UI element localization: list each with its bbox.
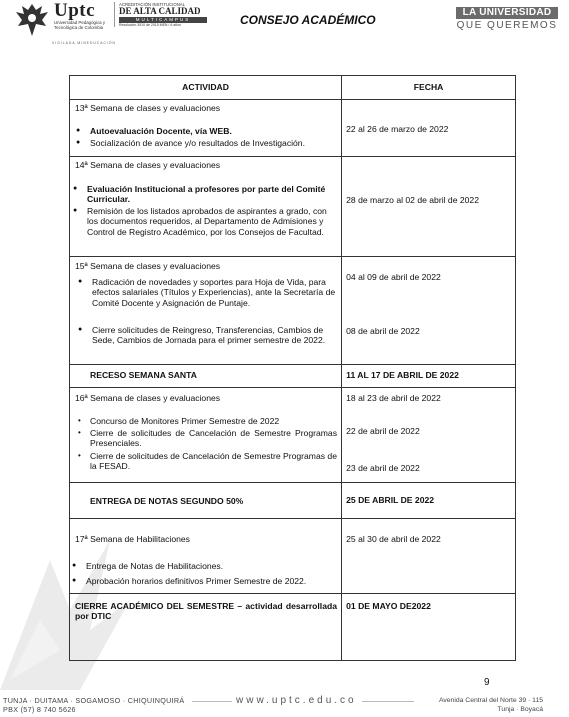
date-value: 22 al 26 de marzo de 2022 <box>346 124 449 134</box>
column-header-activity: ACTIVIDAD <box>70 76 342 100</box>
accreditation-line4: Resolución 3910 de 2015 MEN / 6 años <box>119 23 181 27</box>
activity-label: CIERRE ACADÉMICO DEL SEMESTRE – actividad desarrollada por DTIC <box>75 601 337 622</box>
week-label: 17ª Semana de Habilitaciones <box>75 534 190 544</box>
footer-address: Avenida Central del Norte 39 · 115 <box>438 697 543 704</box>
list-item: ● Aprobación horarios definitivos Primer Semestre de 2022. <box>86 576 306 586</box>
list-item: ● Socialización de avance y/o resultados de Investigación. <box>90 138 305 148</box>
list-item: ● Evaluación Institucional a profesores por parte del Comité Curricular. <box>87 184 327 205</box>
date-value: 22 de abril de 2022 <box>346 426 420 436</box>
accreditation-badge <box>114 2 207 27</box>
table-row <box>70 157 516 257</box>
date-value: 11 AL 17 DE ABRIL DE 2022 <box>346 370 459 380</box>
table-row <box>70 594 516 661</box>
date-value: 28 de marzo al 02 de abril de 2022 <box>346 195 479 205</box>
column-header-date: FECHA <box>342 76 516 100</box>
page-number: 9 <box>484 677 490 688</box>
list-item: • Cierre de solicitudes de Cancelación de Semestre Programas Presenciales. <box>90 428 337 449</box>
footer-right <box>439 696 543 714</box>
brand-subtitle: Universidad Pedagógica y Tecnológica de Colombia <box>54 20 106 30</box>
document-title: CONSEJO ACADÉMICO <box>240 13 376 27</box>
table-row <box>70 100 516 157</box>
page-header <box>0 0 569 45</box>
list-item: ● Remisión de los listados aprobados de aspirantes a grado, con los documentos requeridos, al Departamento de Admisiones y Control de Registro Académico, por los Consejos de Facultad. <box>87 206 335 237</box>
footer-divider <box>192 701 232 702</box>
activity-label: RECESO SEMANA SANTA <box>90 370 197 380</box>
date-value: 01 DE MAYO DE2022 <box>346 601 431 611</box>
footer-left <box>3 696 184 714</box>
table-row <box>70 257 516 365</box>
list-item: ● Radicación de novedades y soportes para Hoja de Vida, para efectos salariales (Títulos y Experiencias), ante la Secretaría de Comité Docente y Asignación de Puntaje. <box>92 277 337 308</box>
date-value: 23 de abril de 2022 <box>346 463 420 473</box>
footer-pbx: PBX (57) 8 740 5626 <box>3 705 76 714</box>
table-row <box>70 388 516 483</box>
list-item: ● Autoevaluación Docente, vía WEB. <box>90 126 232 136</box>
accreditation-line2: DE ALTA CALIDAD <box>119 6 201 16</box>
footer-website-link[interactable]: www.uptc.edu.co <box>236 695 357 706</box>
list-item: ● Entrega de Notas de Habilitaciones. <box>86 561 223 571</box>
date-value: 04 al 09 de abril de 2022 <box>346 272 441 282</box>
brand-name: Uptc <box>54 0 96 21</box>
footer-city: Tunja · Boyacá <box>497 706 543 713</box>
vigilada-label: VIGILADA MINEDUCACIÓN <box>52 41 116 45</box>
accreditation-line3: MULTICAMPUS <box>119 17 207 23</box>
slogan-top: LA UNIVERSIDAD <box>456 7 558 19</box>
week-label: 14ª Semana de clases y evaluaciones <box>75 160 221 170</box>
week-label: 16ª Semana de clases y evaluaciones <box>75 393 221 403</box>
date-value: 25 al 30 de abril de 2022 <box>346 534 441 544</box>
calendar-table <box>69 75 516 661</box>
activity-label: ENTREGA DE NOTAS SEGUNDO 50% <box>90 496 244 506</box>
table-header-row <box>70 76 516 100</box>
accreditation-line1: ACREDITACIÓN INSTITUCIONAL <box>119 2 186 7</box>
table-row <box>70 483 516 519</box>
page-footer <box>0 693 569 717</box>
table-row <box>70 365 516 388</box>
list-item: • Concurso de Monitores Primer Semestre de 2022 <box>90 416 279 426</box>
date-value: 08 de abril de 2022 <box>346 326 420 336</box>
date-value: 18 al 23 de abril de 2022 <box>346 393 441 403</box>
footer-divider <box>362 701 414 702</box>
week-label: 15ª Semana de clases y evaluaciones <box>75 261 221 271</box>
date-value: 25 DE ABRIL DE 2022 <box>346 495 435 505</box>
table-row <box>70 519 516 594</box>
slogan-bottom: QUE QUEREMOS <box>456 20 558 31</box>
university-shield-icon <box>12 2 52 38</box>
week-label: 13ª Semana de clases y evaluaciones <box>75 103 221 113</box>
footer-cities: TUNJA · DUITAMA · SOGAMOSO · CHIQUINQUIRÁ <box>3 696 185 705</box>
list-item: • Cierre de solicitudes de Cancelación de Semestre Programas de la FESAD. <box>90 451 337 472</box>
list-item: ● Cierre solicitudes de Reingreso, Transferencias, Cambios de Sede, Cambios de Jornada para el primer semestre de 2022. <box>92 325 338 346</box>
